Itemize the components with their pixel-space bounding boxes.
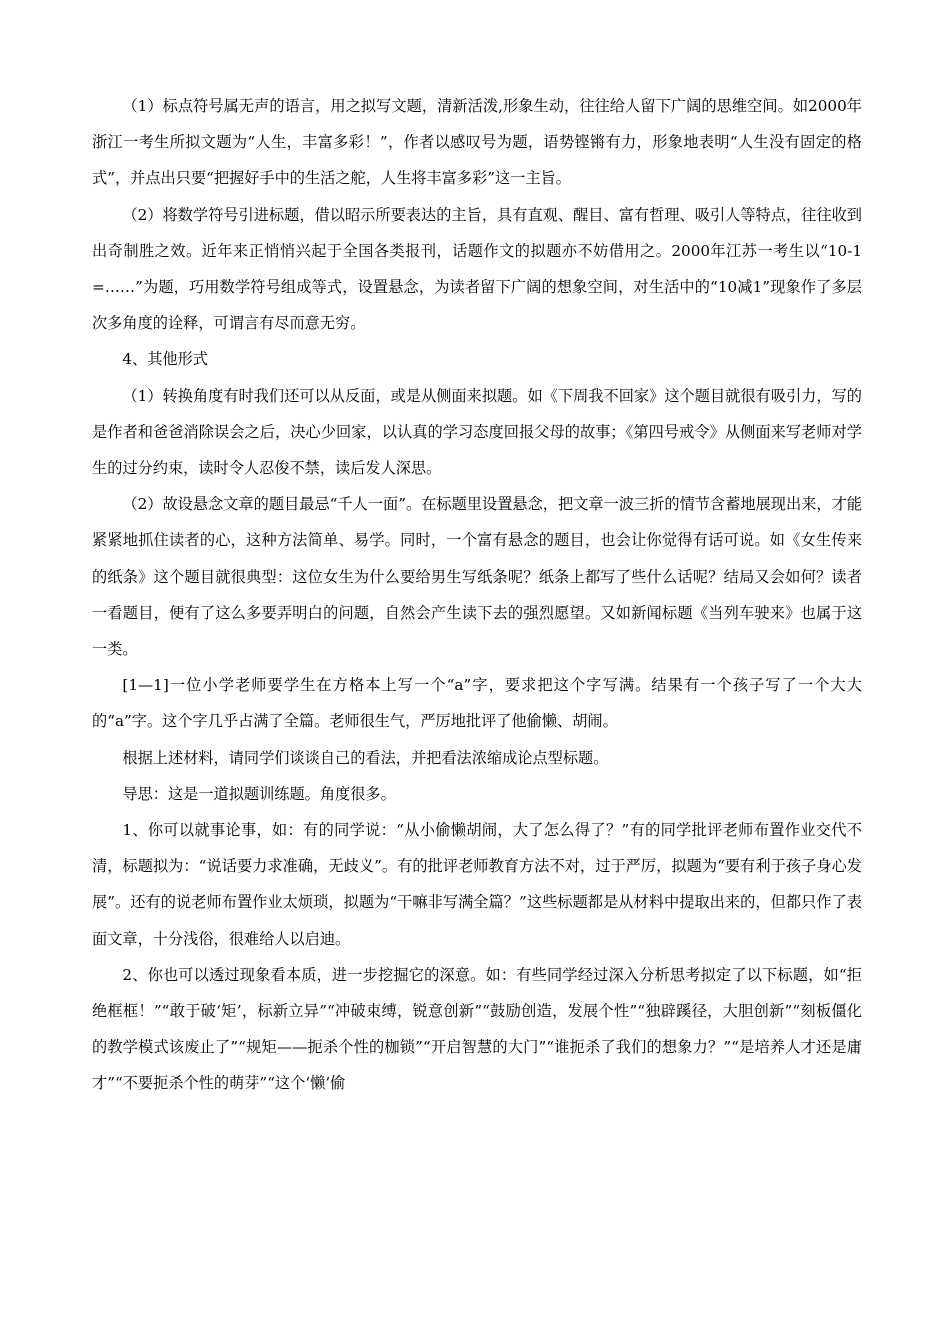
paragraph-math-symbol-titles: （2）将数学符号引进标题，借以昭示所要表达的主旨，具有直观、醒目、富有哲理、吸引人等特点，往往收到出奇制胜之效。近年来正悄悄兴起于全国各类报刊，话题作文的拟题亦不妨借用之。2000年江苏一考生以“10-1=……”为题，巧用数学符号组成等式，设置悬念，为读者留下广阔的想象空间，对生活中的“10减1”现象作了多层次多角度的诠释，可谓言有尽而意无穷。: [92, 205, 862, 333]
paragraph-approach-two: 2、你也可以透过现象看本质，进一步挖掘它的深意。如：有些同学经过深入分析思考拟定了以下标题，如“拒绝框框！”“敢于破‘矩’，标新立异”“冲破束缚，锐意创新”“鼓励创造，发展个性”“独辟蹊径，大胆创新”“刻板僵化的教学模式该废止了”“规矩——扼杀个性的枷锁”“开启智慧的大门”“谁扼杀了我们的想象力？”“是培养人才还是庸才”“不要扼杀个性的萌芽”“这个‘懒’偷: [92, 965, 862, 1093]
paragraph-change-perspective: （1）转换角度有时我们还可以从反面，或是从侧面来拟题。如《下周我不回家》这个题目就很有吸引力，写的是作者和爸爸消除误会之后，决心少回家，以认真的学习态度回报父母的故事；《第四号戒令》从侧面来写老师对学生的过分约束，读时令人忍俊不禁，读后发人深思。: [92, 386, 862, 478]
paragraph-guidance: 导思：这是一道拟题训练题。角度很多。: [122, 784, 396, 803]
paragraph-punctuation-titles: （1）标点符号属无声的语言，用之拟写文题，清新活泼,形象生动，往往给人留下广阔的思维空间。如2000年浙江一考生所拟文题为“人生，丰富多彩！”，作者以感叹号为题，语势铿锵有力，形象地表明“人生没有固定的格式”，并点出只要“把握好手中的生活之舵，人生将丰富多彩”这一主旨。: [92, 97, 862, 188]
paragraph-example-material: [1—1]一位小学老师要学生在方格本上写一个“a”字，要求把这个字写满。结果有一个孩子写了一个大大的“a”字。这个字几乎占满了全篇。老师很生气，严厉地批评了他偷懒、胡闹。: [92, 676, 862, 731]
document-body: [92, 88, 862, 1102]
paragraph-task-instruction: 根据上述材料，请同学们谈谈自己的看法，并把看法浓缩成论点型标题。: [122, 748, 609, 767]
paragraph-approach-one: 1、你可以就事论事，如：有的同学说：“从小偷懒胡闹，大了怎么得了？”有的同学批评老师布置作业交代不清，标题拟为：“说话要力求准确，无歧义”。有的批评老师教育方法不对，过于严厉，拟题为“要有利于孩子身心发展”。还有的说老师布置作业太烦琐，拟题为“干嘛非写满全篇？”这些标题都是从材料中提取出来的，但都只作了表面文章，十分浅俗，很难给人以启迪。: [92, 821, 862, 948]
paragraph-suspense-titles: （2）故设悬念文章的题目最忌“千人一面”。在标题里设置悬念，把文章一波三折的情节含蓄地展现出来，才能紧紧地抓住读者的心，这种方法简单、易学。同时，一个富有悬念的题目，也会让你觉得有话可说。如《女生传来的纸条》这个题目就很典型：这位女生为什么要给男生写纸条呢？纸条上都写了些什么话呢？结局又会如何？读者一看题目，便有了这么多要弄明白的问题，自然会产生读下去的强烈愿望。又如新闻标题《当列车驶来》也属于这一类。: [92, 495, 862, 659]
section-heading-other-forms: 4、其他形式: [122, 350, 208, 369]
